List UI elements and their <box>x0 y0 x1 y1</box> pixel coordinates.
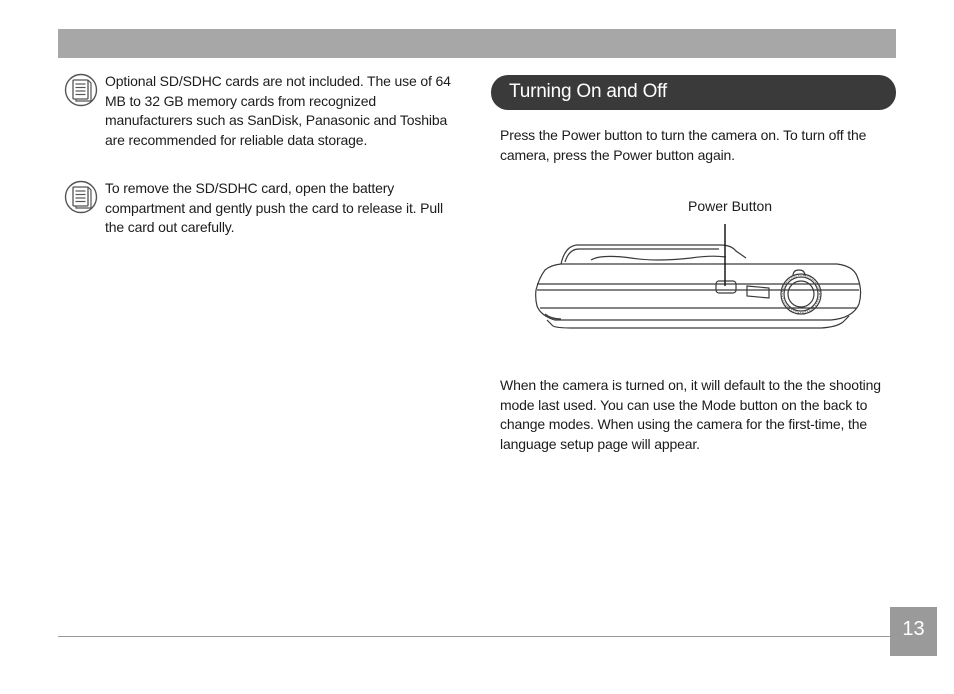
power-button-label: Power Button <box>688 198 773 214</box>
camera-top-illustration <box>531 218 865 332</box>
shutter-base <box>747 286 769 298</box>
section-header <box>491 75 896 110</box>
body-paragraph: When the camera is turned on, it will default to the the shooting mode last used. You can use the Mode button on the back to change modes. When using the camera for the first-time, the language setup page will appear. <box>500 377 881 452</box>
footer-rule <box>58 636 890 637</box>
note-icon <box>64 73 98 107</box>
note-icon <box>64 180 98 214</box>
note-text: Optional SD/SDHC cards are not included. The use of 64 MB to 32 GB memory cards from recognized manufacturers such as SanDisk, Panasonic and Toshiba are recommended for reliable data storage. <box>105 73 451 148</box>
camera-body <box>536 264 861 320</box>
camera-top-bump <box>561 245 746 264</box>
page-number: 13 <box>890 607 937 656</box>
section-title: Turning On and Off <box>509 81 667 102</box>
power-button-shape <box>716 281 736 293</box>
top-header-bar <box>58 29 896 58</box>
intro-paragraph: Press the Power button to turn the camera on. To turn off the camera, press the Power button again. <box>500 127 867 163</box>
note-text: To remove the SD/SDHC card, open the battery compartment and gently push the card to release it. Pull the card out carefully. <box>105 180 443 236</box>
